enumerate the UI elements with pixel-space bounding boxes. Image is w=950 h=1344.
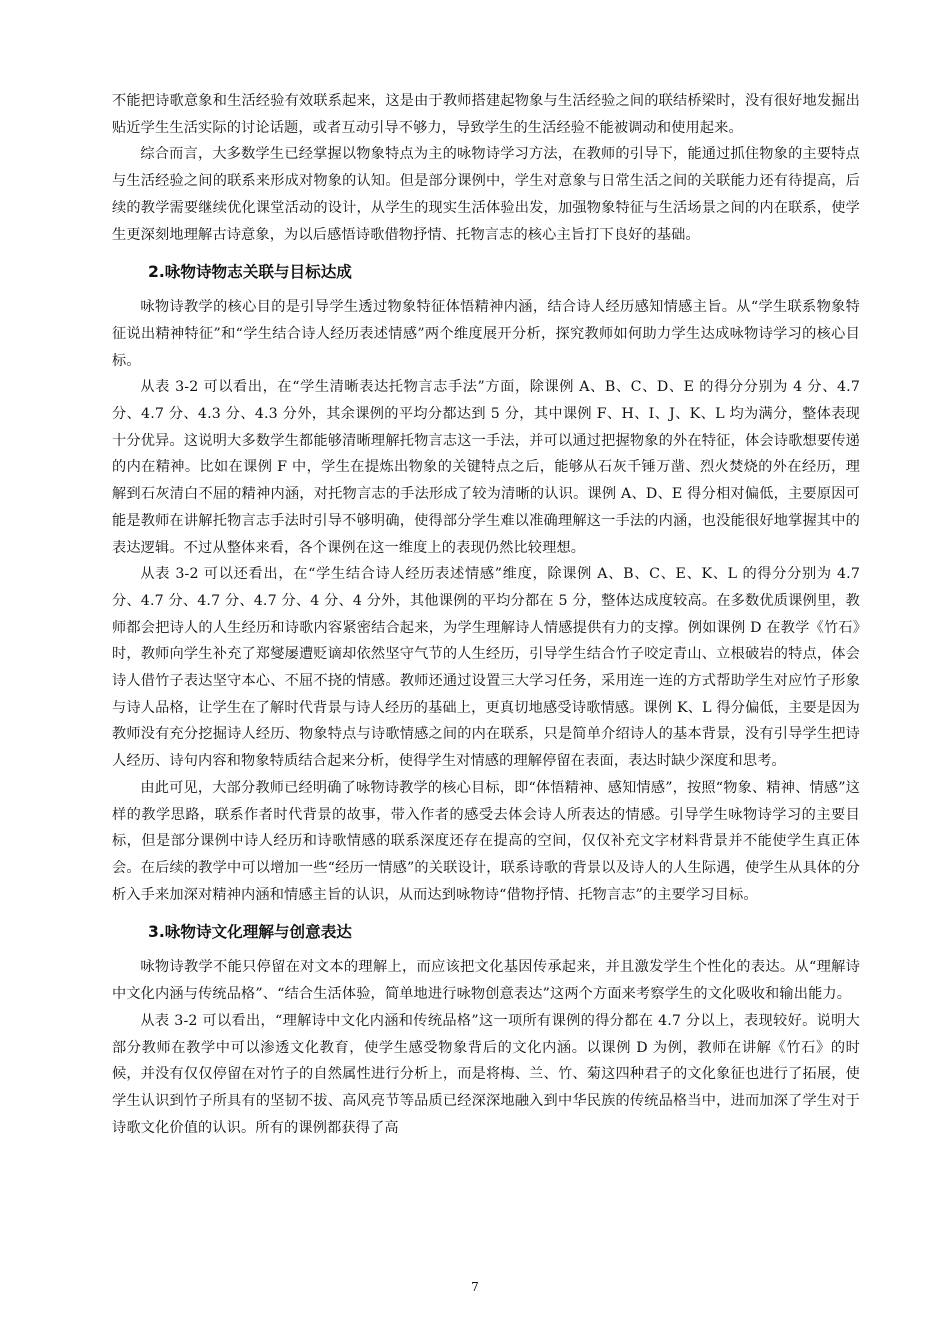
paragraph: 从表 3-2 可以看出，“理解诗中文化内涵和传统品格”这一项所有课例的得分都在 4.7 分以上，表现较好。说明大部分教师在教学中可以渗透文化教育，使学生感受物象背后的文化内涵。以课例 D 为例，教师在讲解《竹石》的时候，并没有仅仅停留在对竹子的自然属性进行分析上，而是将梅、兰、竹、菊这四种君子的文化象征也进行了拓展，使学生认识到竹子所具有的坚韧不拔、高风亮节等品质已经深深地融入到中华民族的传统品格当中，进而加深了学生对于诗歌文化价值的认识。所有的课例都获得了高 <box>112 1012 860 1136</box>
paragraph: 咏物诗教学的核心目的是引导学生透过物象特征体悟精神内涵，结合诗人经历感知情感主旨。从“学生联系物象特征说出精神特征”和“学生结合诗人经历表述情感”两个维度展开分析，探究教师如何助力学生达成咏物诗学习的核心目标。 <box>112 299 860 369</box>
paragraph: 综合而言，大多数学生已经掌握以物象特点为主的咏物诗学习方法，在教师的引导下，能通过抓住物象的主要特点与生活经验之间的联系来形成对物象的认知。但是部分课例中，学生对意象与日常生活之间的关联能力还有待提高，后续的教学需要继续优化课堂活动的设计，从学生的现实生活体验出发，加强物象特征与生活场景之间的内在联系，使学生更深刻地理解古诗意象，为以后感悟诗歌借物抒情、托物言志的核心主旨打下良好的基础。 <box>112 146 860 243</box>
paragraph: 从表 3-2 可以还看出，在“学生结合诗人经历表述情感”维度，除课例 A、B、C、E、K、L 的得分分别为 4.7 分、4.7 分、4.7 分、4.7 分、4 分、4 分外，其他课例的平均分都在 5 分，整体达成度较高。在多数优质课例里，教师都会把诗人的人生经历和诗歌内容紧密结合起来，为学生理解诗人情感提供有力的支撑。例如课例 D 在教学《竹石》时，教师向学生补充了郑燮屡遭贬谪却依然坚守气节的人生经历，引导学生结合竹子咬定青山、立根破岩的特点，体会诗人借竹子表达坚守本心、不屈不挠的情感。教师还通过设置三大学习任务，采用连一连的方式帮助学生对应竹子形象与诗人品格，让学生在了解时代背景与诗人经历的基础上，更真切地感受诗歌情感。课例 K、L 得分偏低，主要是因为教师没有充分挖掘诗人经历、物象特点与诗歌情感之间的内在联系，只是简单介绍诗人的基本背景，没有引导学生把诗人经历、诗句内容和物象特质结合起来分析，使得学生对情感的理解停留在表面，表达时缺少深度和思考。 <box>112 566 860 770</box>
document-page <box>112 88 860 1141</box>
section-heading: 3.咏物诗文化理解与创意表达 <box>148 923 352 942</box>
paragraph: 由此可见，大部分教师已经明确了咏物诗教学的核心目标，即“体悟精神、感知情感”，按照“物象、精神、情感”这样的教学思路，联系作者时代背景的故事，带入作者的感受去体会诗人所表达的情感。引导学生咏物诗学习的主要目标，但是部分课例中诗人经历和诗歌情感的联系深度还存在提高的空间，仅仅补充文字材料背景并不能使学生真正体会。在后续的教学中可以增加一些“经历一情感”的关联设计，联系诗歌的背景以及诗人的人生际遇，使学生从具体的分析入手来加深对精神内涵和情感主旨的认识，从而达到咏物诗“借物抒情、托物言志”的主要学习目标。 <box>112 779 860 903</box>
paragraph: 从表 3-2 可以看出，在“学生清晰表达托物言志手法”方面，除课例 A、B、C、D、E 的得分分别为 4 分、4.7 分、4.7 分、4.3 分、4.3 分外，其余课例的平均分都达到 5 分，其中课例 F、H、I、J、K、L 均为满分，整体表现十分优异。这说明大多数学生都能够清晰理解托物言志这一手法，并可以通过把握物象的外在特征，体会诗歌想要传递的内在精神。比如在课例 F 中，学生在提炼出物象的关键特点之后，能够从石灰千锤万凿、烈火焚烧的外在经历，理解到石灰清白不屈的精神内涵，对托物言志的手法形成了较为清晰的认识。课例 A、D、E 得分相对偏低，主要原因可能是教师在讲解托物言志手法时引导不够明确，使得部分学生难以准确理解这一手法的内涵，也没能很好地掌握其中的表达逻辑。不过从整体来看，各个课例在这一维度上的表现仍然比较理想。 <box>112 379 860 556</box>
section-heading: 2.咏物诗物志关联与目标达成 <box>148 263 352 282</box>
page-number: 7 <box>471 1280 479 1294</box>
paragraph: 不能把诗歌意象和生活经验有效联系起来，这是由于教师搭建起物象与生活经验之间的联结桥梁时，没有很好地发掘出贴近学生生活实际的讨论话题，或者互动引导不够力，导致学生的生活经验不能被调动和使用起来。 <box>112 93 860 136</box>
paragraph: 咏物诗教学不能只停留在对文本的理解上，而应该把文化基因传承起来，并且激发学生个性化的表达。从“理解诗中文化内涵与传统品格”、“结合生活体验，简单地进行咏物创意表达”这两个方面来考察学生的文化吸收和输出能力。 <box>112 959 860 1003</box>
